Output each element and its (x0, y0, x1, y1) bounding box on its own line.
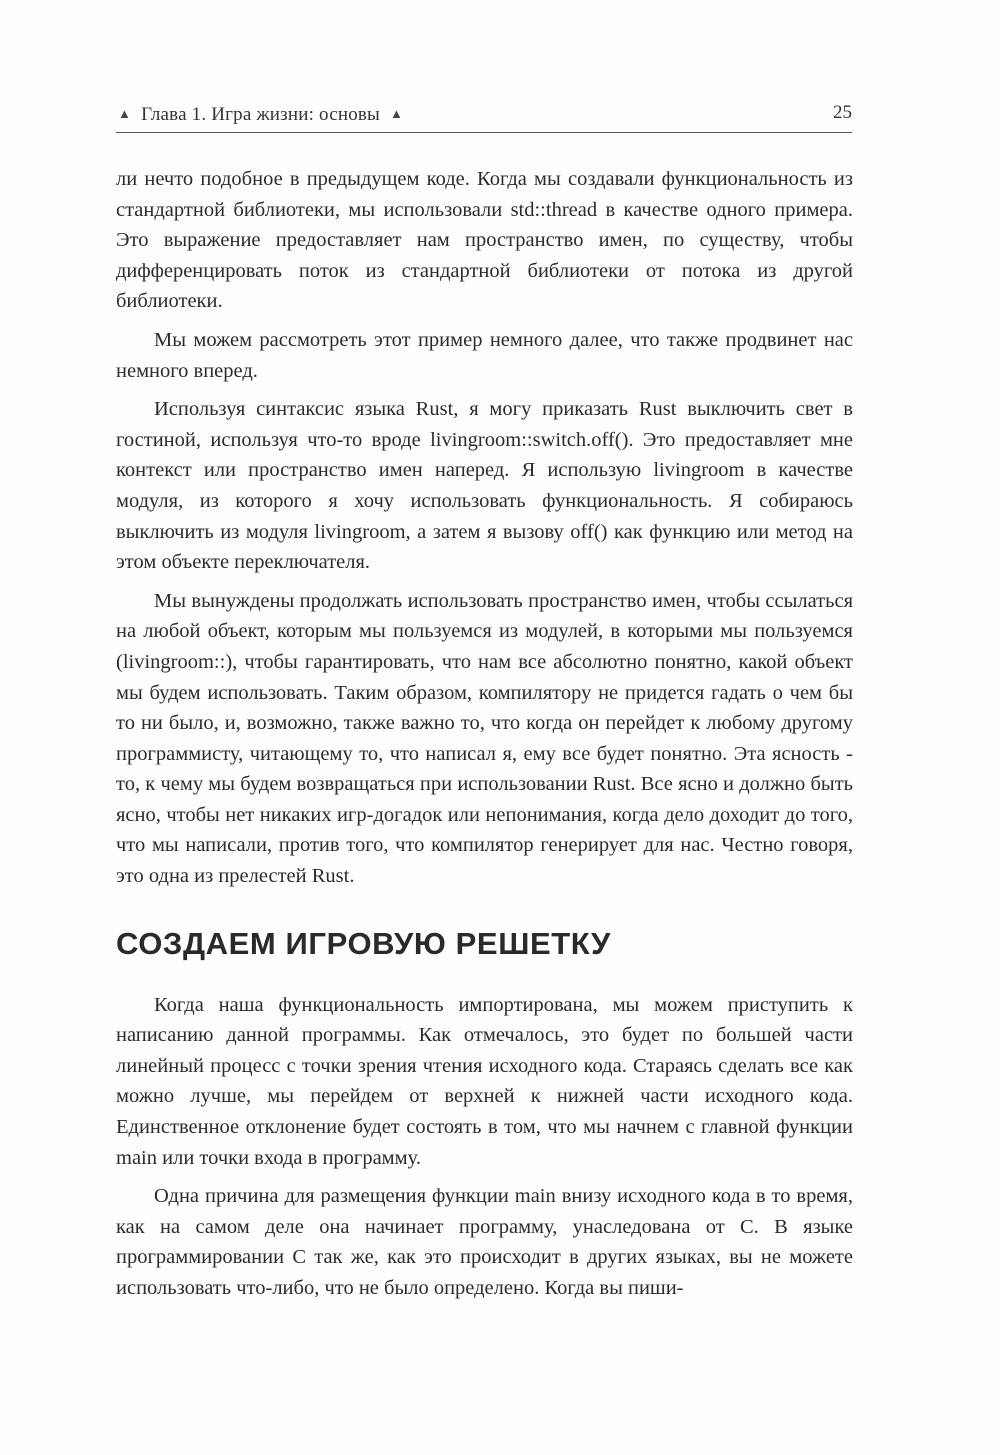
paragraph: Одна причина для размещения функции main внизу исходного кода в то время, как на самом деле она начинает программу, унаследована от С. В языке программировании С так же, как это происходит в других языках, вы не можете использовать что-либо, что не было определено. Когда вы пиши- (116, 1185, 853, 1299)
body-text (116, 164, 853, 1312)
page-number: 25 (833, 102, 852, 123)
paragraph: Используя синтаксис языка Rust, я могу приказать Rust выключить свет в гостиной, используя что-то вроде livingroom::switch.off(). Это предоставляет мне контекст или пространство имен наперед. Я использую livingroom в качестве модуля, из которого я хочу использовать функциональность. Я собираюсь выключить из модуля livingroom, а затем я вызову off() как функцию или метод на этом объекте переключателя. (116, 398, 853, 574)
paragraph: Мы можем рассмотреть этот пример немного далее, что также продвинет нас немного вперед. (116, 328, 853, 382)
section-heading: СОЗДАЕМ ИГРОВУЮ РЕШЕТКУ (116, 925, 611, 961)
chapter-title (116, 104, 403, 126)
paragraph-continued: ли нечто подобное в предыдущем коде. Когда мы создавали функциональность из стандартной библиотеки, мы использовали std::thread в качестве одного примера. Это выражение предоставляет нам пространство имен, по существу, чтобы дифференцировать поток из стандартной библиотеки от потока из другой библиотеки. (116, 168, 853, 313)
triangle-marker-icon: ▲ (118, 106, 132, 121)
paragraph: Когда наша функциональность импортирована, мы можем приступить к написанию данной программы. Как отмечалось, это будет по большей части линейный процесс с точки зрения чтения исходного кода. Стараясь сделать все как можно лучше, мы перейдем от верхней к нижней части исходного кода. Единственное отклонение будет состоять в том, что мы начнем с главной функции main или точки входа в программу. (116, 993, 853, 1169)
paragraph: Мы вынуждены продолжать использовать пространство имен, чтобы ссылаться на любой объект, которым мы пользуемся из модулей, в которыми мы пользуемся (livingroom::), чтобы гарантировать, что нам все абсолютно понятно, какой объект мы будем использовать. Таким образом, компилятору не придется гадать о чем бы то ни было, и, возможно, также важно то, что когда он перейдет к любому другому программисту, читающему то, что написал я, ему все будет понятно. Эта ясность - то, к чему мы будем возвращаться при использовании Rust. Все ясно и должно быть ясно, чтобы нет никаких игр-догадок или непонимания, когда дело доходит до того, что мы написали, против того, что компилятор генерирует для нас. Честно говоря, это одна из прелестей Rust. (116, 589, 853, 888)
triangle-marker-icon: ▲ (390, 106, 404, 121)
chapter-title-text: Глава 1. Игра жизни: основы (141, 104, 381, 125)
running-header (116, 100, 852, 133)
